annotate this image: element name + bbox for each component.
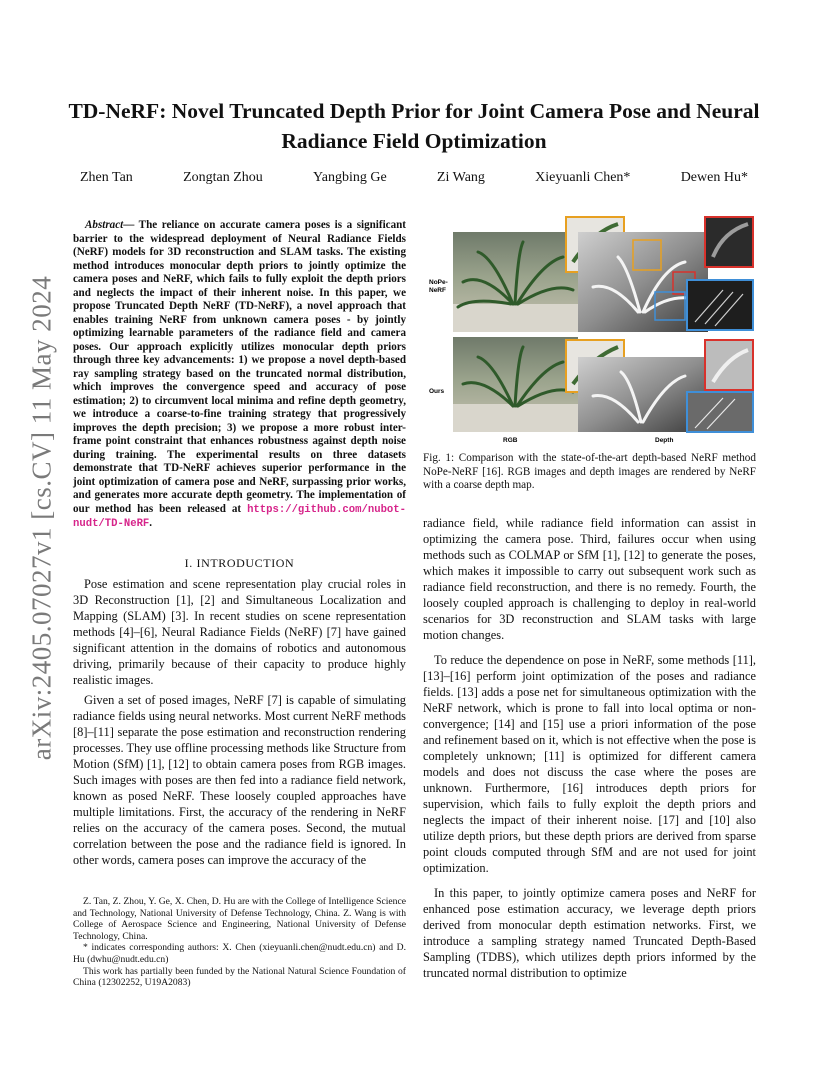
row-label-line: NeRF [429,287,446,294]
figure-1-image [423,212,758,448]
intro-right-column [423,515,756,981]
footnotes [73,896,406,989]
ours-row [453,337,753,432]
body-paragraph: radiance field, while radiance field information can assist in optimizing the camera pose. Third, failures occur when using methods such as COLMAP or SfM [1], [12] to generate the poses, which makes it impossible to carry out subsequent work such as radiance field reconstruction, and there is no remedy. Fourth, the loosely coupled approach is challenging to deploy in real-world scenarios for 3D reconstruction and SLAM tasks with large motion changes. [423,516,756,642]
author: Dewen Hu* [680,170,748,185]
figure-1 [423,212,758,448]
depth-zoom-blue [687,280,753,330]
author: Zhen Tan [80,170,133,185]
abstract-label: Abstract [85,219,124,231]
arxiv-watermark-text: arXiv:2405.07027v1 [cs.CV] 11 May 2024 [26,275,57,761]
row-label: Ours [429,388,445,395]
paper-title: TD-NeRF: Novel Truncated Depth Prior for Joint Camera Pose and Neural Radiance Field Optimization [68,99,760,153]
intro-left-column [73,576,406,868]
abstract-text: — The reliance on accurate camera poses is a significant barrier to the widespread deployment of Neural Radiance Fields (NeRF) models for 3D reconstruction and SLAM tasks. The existing method introduces monocular depth priors to jointly optimize the camera poses and NeRF, which fails to fully exploit the depth priors and neglects the impact of their inherent noise. In this paper, we propose Truncated Depth NeRF (TD-NeRF), a novel approach that enables training NeRF from unknown camera poses - by jointly optimizing learnable parameters of the radiance field and camera poses. Our approach explicitly utilizes monocular depth priors through three key advancements: 1) we propose a novel depth-based ray sampling strategy based on the truncated normal distribution, which improves the convergence speed and accuracy of pose estimation; 2) to circumvent local minima and refine depth geometry, we introduce a coarse-to-fine training strategy that progressively improves the depth precision; 3) we propose a more robust inter-frame point constraint that enhances robustness against depth noise during training. The experimental results on three datasets demonstrate that TD-NeRF achieves superior performance in the joint optimization of camera pose and NeRF, surpassing prior works, and generates more accurate depth geometry. The implementation of our method has been released at [73,219,406,515]
row-label [429,279,448,294]
author-list [80,170,748,186]
footnote: * indicates corresponding authors: X. Chen (xieyuanli.chen@nudt.edu.cn) and D. Hu (dwhu@nudt.edu.cn) [73,942,406,965]
abstract [73,219,406,532]
author: Xieyuanli Chen* [535,170,631,185]
figure-1-caption: Fig. 1: Comparison with the state-of-the-art depth-based NeRF method NoPe-NeRF [16]. RGB images and depth images are rendered by NeRF with a coarse depth map. [423,452,756,492]
author: Zi Wang [436,170,485,185]
row-label-line: NoPe- [429,279,448,286]
body-paragraph: Given a set of posed images, NeRF [7] is capable of simulating radiance fields using neural networks. Most current NeRF methods [8]–[11] separate the pose estimation and reconstruction rendering processes. They use offline processing methods like Structure from Motion (SfM) [1], [12] to obtain camera poses from RGB images. Such images with poses are then fed into a radiance field network, known as posed NeRF. These loosely coupled approaches have multiple limitations. First, the accuracy of the rendering in NeRF relies on the accuracy of the camera poses. Second, the mutual correlation between the pose and the radiance field is ignored. In other words, camera poses can improve the accuracy of the [73,693,406,867]
nope-nerf-row [453,217,753,332]
author: Yangbing Ge [313,170,387,185]
column-label: RGB [503,437,518,444]
footnote: Z. Tan, Z. Zhou, Y. Ge, X. Chen, D. Hu are with the College of Intelligence Science and Technology, National University of Defense Technology, China. Z. Wang is with College of Aerospace Science and Engineering, National University of Defense Technology, China. [73,896,406,942]
body-paragraph: To reduce the dependence on pose in NeRF, some methods [11], [13]–[16] perform joint optimization of the poses and radiance fields. [13] adds a pose net for simultaneous optimization with the NeRF network, which is prone to fall into local optima or non-convergence; [14] and [15] use a priori information of the pose and refinement based on it, which is not effective when the pose is completely unknown; [11] is optimized for different camera models and does not discuss the case where the poses are unknown. Furthermore, [16] introduces depth priors for supervision, which fails to fully exploit the depth priors and neglects the impact of their inherent noise. [17] and [10] also utilize depth priors, but these depth priors are derived from sparse point clouds computed through SfM and are not used for joint optimization. [423,653,756,875]
section-heading-introduction: I. INTRODUCTION [184,556,295,570]
arxiv-watermark [22,275,62,761]
body-paragraph: Pose estimation and scene representation play crucial roles in 3D Reconstruction [1], [2] and Simultaneous Localization and Mapping (SLAM) [3]. In recent studies on scene representation methods [4]–[6], Neural Radiance Fields (NeRF) [7] have gained significant attention in the domains of robotics and autonomous driving, primarily because of their capacity to produce highly realistic images. [73,577,406,687]
column-label: Depth [655,437,674,444]
body-paragraph: In this paper, to jointly optimize camera poses and NeRF for enhanced pose estimation accuracy, we leverage depth priors derived from monocular depth estimation networks. First, we introduce a sampling strategy named Truncated Depth-Based Sampling (TDBS), which utilizes depth priors informed by the truncated normal distribution to optimize [423,886,756,980]
abstract-paragraph [73,219,406,532]
abstract-end: . [149,517,153,529]
code-link[interactable]: https://github.com/nubot-nudt/TD-NeRF [73,503,406,530]
footnote: This work has partially been funded by the National Natural Science Foundation of China (12302252, U19A2083) [73,965,406,989]
author: Zongtan Zhou [183,170,263,185]
